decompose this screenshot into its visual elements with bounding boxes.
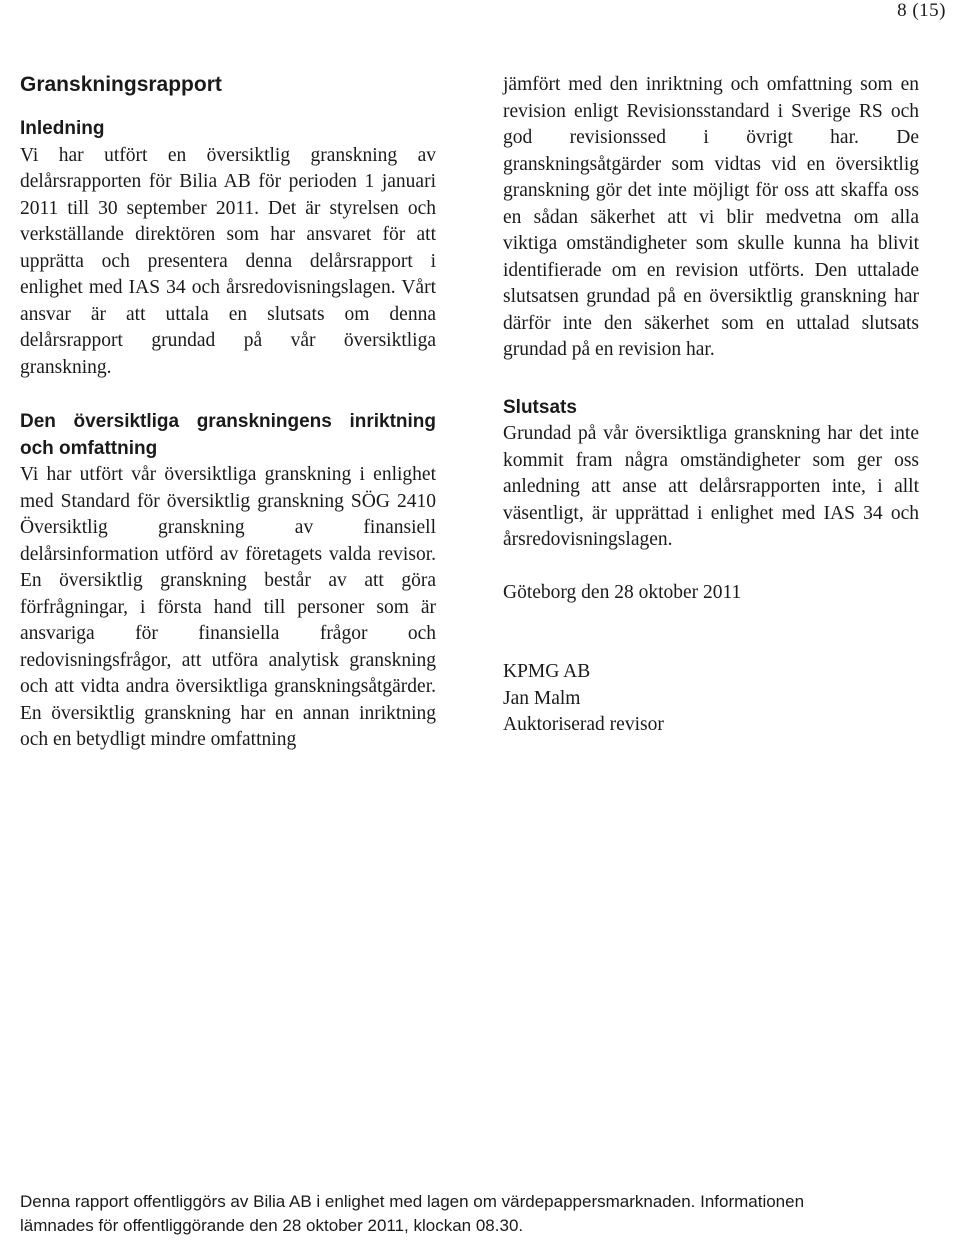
footer-note xyxy=(20,1190,920,1238)
signature-name: Jan Malm xyxy=(503,687,581,709)
page-number: 8 (15) xyxy=(897,0,946,21)
section-slutsats xyxy=(503,395,919,554)
section-text-inriktning-continued: jämfört med den inriktning och omfattning som en revision enligt Revisionsstandard i Sverige RS och god revisionssed i övrigt har. De granskningsåtgärder som vidtas vid en översiktlig granskning gör det inte möjligt för oss att skaffa oss en sådan säkerhet att vi blir medvetna om alla viktiga omständigheter som skulle kunna ha blivit identifierade om en revision utförts. Den uttalade slutsatsen grundad på en översiktlig granskning har därför inte den säkerhet som en uttalad slutsats grundad på en revision har. xyxy=(503,74,919,360)
right-column xyxy=(503,72,919,739)
section-heading-slutsats: Slutsats xyxy=(503,396,577,418)
signature-role: Auktoriserad revisor xyxy=(503,714,664,735)
left-column xyxy=(20,72,436,754)
place-and-date: Göteborg den 28 oktober 2011 xyxy=(503,581,742,603)
report-title: Granskningsrapport xyxy=(20,73,222,96)
section-heading-inriktning: Den översiktliga granskningens inriktning och omfattning xyxy=(20,411,436,459)
section-text-inledning: Vi har utfört en översiktlig granskning av delårsrapporten för Bilia AB för perioden 1 januari 2011 till 30 september 2011. Det är styrelsen och verkställande direktören som har ansvaret för att upprätta och presentera denna delårsrapport i enlighet med IAS 34 och årsredovisningslagen. Vårt ansvar är att uttala en slutsats om denna delårsrapport grundad på vår översiktliga granskning. xyxy=(20,144,436,378)
section-text-inriktning: Vi har utfört vår översiktliga granskning i enlighet med Standard för översiktlig granskning SÖG 2410 Översiktlig granskning av finansiell delårsinformation utförd av företagets valda revisor. En översiktlig granskning består av att göra förfrågningar, i första hand till personer som är ansvariga för finansiella frågor och redovisningsfrågor, att utföra analytisk granskning och att vidta andra översiktliga granskningsåtgärder. En översiktlig granskning har en annan inriktning och en betydligt mindre omfattning xyxy=(20,464,436,750)
footer-line-1: Denna rapport offentliggörs av Bilia AB i enlighet med lagen om värdepappersmarknaden. Informationen xyxy=(20,1192,805,1211)
footer-line-2: lämnades för offentliggörande den 28 oktober 2011, klockan 08.30. xyxy=(20,1216,524,1235)
section-inriktning xyxy=(20,409,436,754)
signature-firm: KPMG AB xyxy=(503,661,591,682)
section-text-slutsats: Grundad på vår översiktliga granskning har det inte kommit fram några omständigheter som ger oss anledning att anse att delårsrapporten inte, i allt väsentligt, är upprättad i enlighet med IAS 34 och årsredovisningslagen. xyxy=(503,423,919,550)
signature-block xyxy=(503,659,919,739)
section-heading-inledning: Inledning xyxy=(20,118,105,139)
section-inledning xyxy=(20,116,436,381)
